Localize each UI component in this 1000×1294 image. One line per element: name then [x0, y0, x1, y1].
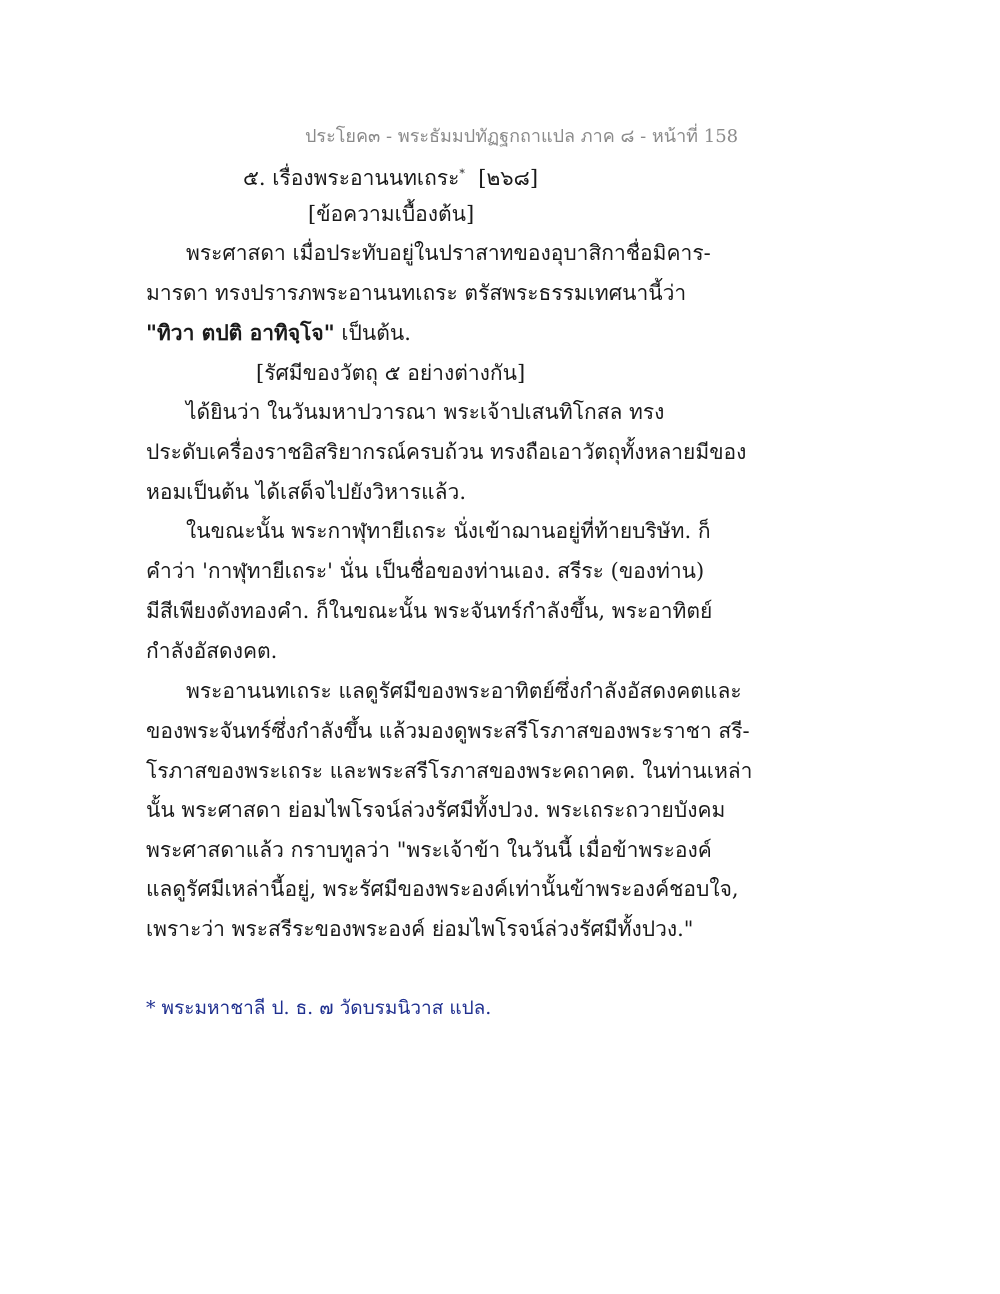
paragraph-2-line-1: ได้ยินว่า ในวันมหาปวารณา พระเจ้าปเสนทิโกสล ทรง [186, 400, 665, 424]
paragraph-1-line-3 [146, 318, 411, 348]
paragraph-4-line-7: เพราะว่า พระสรีระของพระองค์ ย่อมไพโรจน์ล่วงรัศมีทั้งปวง." [146, 917, 694, 941]
paragraph-2-line-2: ประดับเครื่องราชอิสริยากรณ์ครบถ้วน ทรงถือเอาวัตถุทั้งหลายมีของ [146, 440, 747, 464]
paragraph-3-line-2: คำว่า 'กาฬุทายีเถระ' นั่น เป็นชื่อของท่านเอง. สรีระ (ของท่าน) [146, 559, 705, 583]
paragraph-4-line-1: พระอานนทเถระ แลดูรัศมีของพระอาทิตย์ซึ่งกำลังอัสดงคตและ [186, 679, 742, 703]
paragraph-4-line-3: โรภาสของพระเถระ และพระสรีโรภาสของพระคถาคต. ในท่านเหล่า [146, 759, 753, 783]
paragraph-2-line-3: หอมเป็นต้น ได้เสด็จไปยังวิหารแล้ว. [146, 480, 466, 504]
story-number-ref: [๒๖๘] [478, 166, 539, 190]
paragraph-3-line-4: กำลังอัสดงคต. [146, 639, 278, 663]
paragraph-3-line-3: มีสีเพียงดังทองคำ. ก็ในขณะนั้น พระจันทร์กำลังขึ้น, พระอาทิตย์ [146, 599, 713, 623]
paragraph-1-line-2: มารดา ทรงปรารภพระอานนทเถระ ตรัสพระธรรมเทศนานี้ว่า [146, 281, 687, 305]
story-title [243, 159, 538, 193]
paragraph-4-line-5: พระศาสดาแล้ว กราบทูลว่า "พระเจ้าข้า ในวันนี้ เมื่อข้าพระองค์ [146, 838, 712, 862]
translator-footnote: * พระมหาชาลี ป. ธ. ๗ วัดบรมนิวาส แปล. [146, 997, 492, 1019]
paragraph-4-line-2: ของพระจันทร์ซึ่งกำลังขึ้น แล้วมองดูพระสรีโรภาสของพระราชา สรี- [146, 719, 750, 743]
paragraph-3-line-1: ในขณะนั้น พระกาฬุทายีเถระ นั่งเข้าฌานอยู่ที่ท้ายบริษัท. ก็ [186, 519, 711, 543]
paragraph-1-line-1: พระศาสดา เมื่อประทับอยู่ในปราสาทของอุบาสิกาชื่อมิคาร- [186, 241, 711, 265]
footnote-marker: * [459, 167, 465, 180]
radiance-heading: [รัศมีของวัตถุ ๕ อย่างต่างกัน] [256, 361, 526, 385]
pali-quote-tail: เป็นต้น. [334, 321, 411, 345]
opening-heading: [ข้อความเบื้องต้น] [308, 202, 475, 226]
running-header: ประโยค๓ - พระธัมมปทัฏฐกถาแปล ภาค ๘ - หน้าที่ 158 [305, 126, 739, 147]
story-title-text: ๕. เรื่องพระอานนทเถระ [243, 166, 460, 190]
pali-quote: "ทิวา ตปติ อาทิจฺโจ" [146, 320, 335, 345]
paragraph-4-line-4: นั้น พระศาสดา ย่อมไพโรจน์ล่วงรัศมีทั้งปวง. พระเถระถวายบังคม [146, 798, 726, 822]
paragraph-4-line-6: แลดูรัศมีเหล่านี้อยู่, พระรัศมีของพระองค์เท่านั้นข้าพระองค์ชอบใจ, [146, 877, 739, 901]
